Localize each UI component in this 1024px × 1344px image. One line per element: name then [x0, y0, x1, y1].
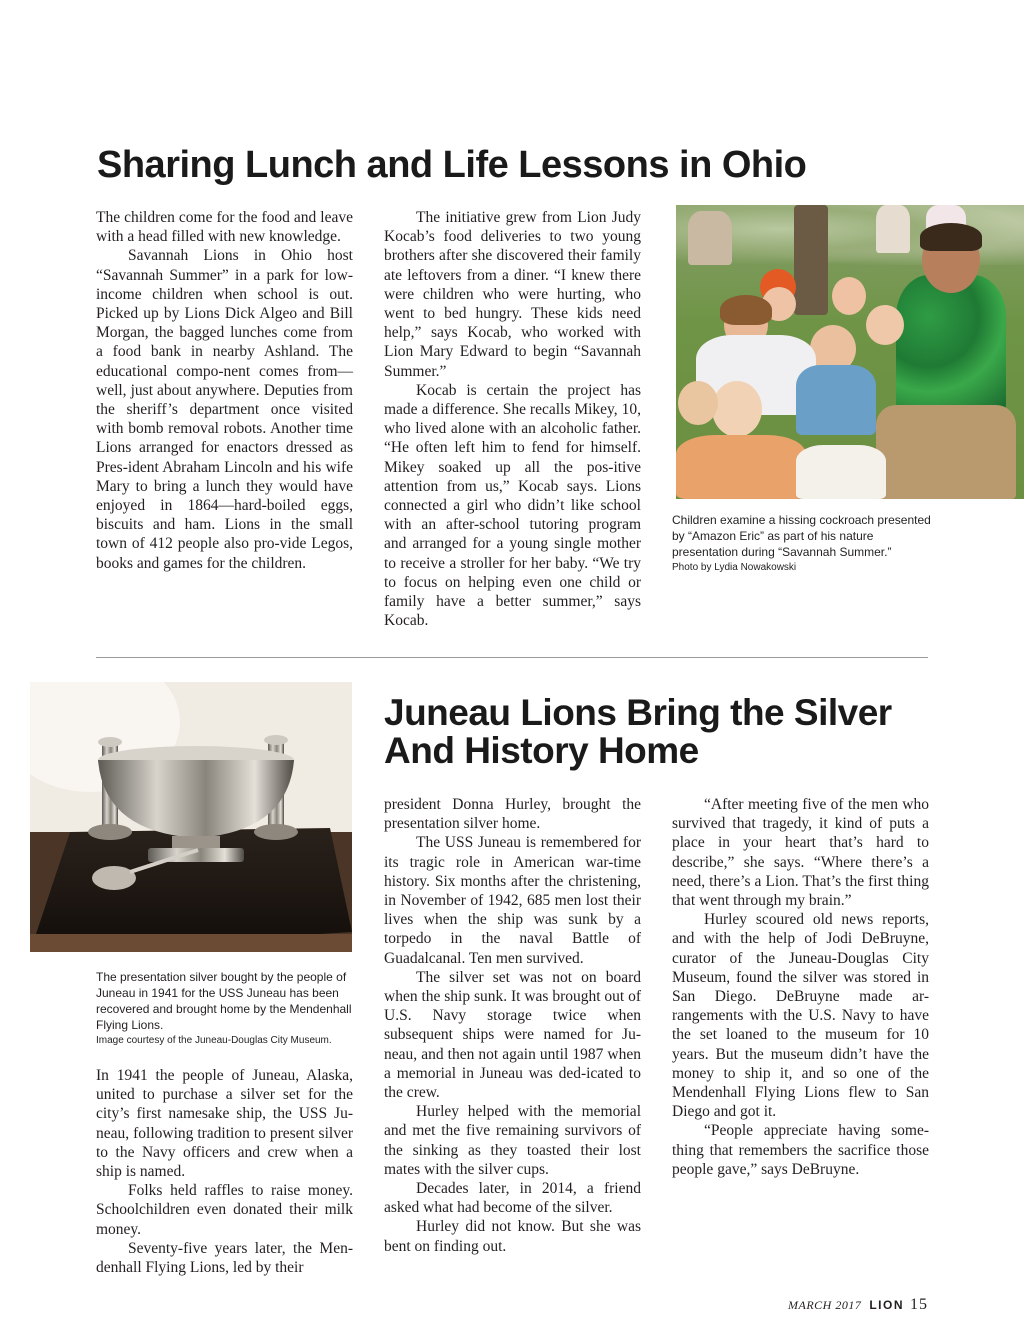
paragraph: president Donna Hurley, brought the presentation silver home.: [384, 796, 641, 833]
photo-credit: Image courtesy of the Juneau-Douglas City Museum.: [96, 1035, 332, 1046]
page-footer: [788, 1296, 928, 1314]
background-person: [876, 205, 910, 253]
paragraph: The initiative grew from Lion Judy Kocab’s food deliveries to two young brothers after she discovered their family ate leftovers from a diner. “I knew there were children who were hurting, who went to bed hungry. These kids need help,” says Kocab, who worked with Lion Mary Edward to begin “Savannah Summer.”: [384, 209, 641, 380]
children-cockroach-photo: [676, 205, 1024, 499]
child-face: [832, 277, 866, 315]
child-face: [866, 305, 904, 345]
paragraph: Hurley scoured old news reports, and with the help of Jodi DeBruyne, curator of the Juneau-Douglas City Museum, found the silver was stored in San Diego. DeBruyne made ar-rangements with the U.S. Navy to have the set loaned to the museum for 10 years. But the museum didn’t have the money to ship it, and so one of the Mendenhall Flying Lions flew to San Diego and got it.: [672, 911, 929, 1121]
article-2-column-2: [384, 795, 641, 1256]
paragraph: In 1941 the people of Juneau, Alaska, united to purchase a silver set for the city’s first namesake ship, the USS Ju-neau, following tradition to present silver to the Navy officers and crew when a ship is named.: [96, 1067, 353, 1181]
presenter-hair: [920, 223, 982, 251]
presenter-pants: [876, 405, 1016, 499]
paragraph: “After meeting five of the men who survived that tragedy, it kind of puts a place in your heart that’s hard to describe,” she says. “Where there’s a need, there’s a Lion. That’s the first thing that went through my brain.”: [672, 796, 929, 910]
paragraph: Hurley did not know. But she was bent on finding out.: [384, 1218, 641, 1255]
issue-date: MARCH 2017: [788, 1298, 862, 1312]
child-shirt: [796, 445, 886, 499]
child-shirt: [676, 435, 806, 499]
paragraph: “People appreciate having some-thing that remembers the sacrifice those people gave,” says DeBruyne.: [672, 1122, 929, 1178]
paragraph: Seventy-five years later, the Men-denhall Flying Lions, led by their: [96, 1239, 353, 1277]
page-number: 15: [910, 1296, 928, 1313]
child-face: [678, 381, 718, 425]
caption-text: The presentation silver bought by the people of Juneau in 1941 for the USS Juneau has been recovered and brought home by the Mendenhall Flying Lions.: [96, 970, 352, 1032]
child-face: [712, 381, 762, 437]
child-shirt: [796, 365, 876, 435]
caption-text: Children examine a hissing cockroach presented by “Amazon Eric” as part of his nature presentation during “Savannah Summer.”: [672, 513, 931, 559]
article-1-column-2: [384, 208, 641, 630]
paragraph: Savannah Lions in Ohio host “Savannah Summer” in a park for low-income children when school is out. Picked up by Lions Dick Algeo and Bill Morgan, the bagged lunches come from a food bank in nearby Ashland. The educational compo-nent comes from—well, just about anywhere. Deputies from the sheriff’s department once visited with bomb removal robots. Another time Lions arranged for enactors dressed as Pres-ident Abraham Lincoln and his wife Mary to bring a lunch they would have enjoyed in 1864—hard-boiled eggs, biscuits and ham. Lions in the small town of 412 people also pro-vide Legos, books and games for the children.: [96, 247, 353, 572]
child-hair: [720, 295, 772, 325]
paragraph: The USS Juneau is remembered for its tragic role in American war-time history. Six months after the christening, in November of 1942, 685 men lost their lives when the ship was sunk by a torpedo in the naval Battle of Guadalcanal. Ten men survived.: [384, 834, 641, 967]
paragraph: Folks held raffles to raise money. Schoolchildren even donated their milk money.: [96, 1182, 353, 1238]
section-divider: [96, 657, 928, 658]
article-2-headline: Juneau Lions Bring the Silver And History Home: [384, 692, 892, 771]
article-2-column-3: [672, 795, 929, 1179]
article-1-column-1: [96, 208, 353, 573]
tree-trunk: [794, 205, 828, 315]
article-1-headline: Sharing Lunch and Life Lessons in Ohio: [97, 144, 807, 186]
silver-bowl-photo: [30, 682, 352, 952]
silver-set-illustration: [30, 682, 352, 952]
photo-2-caption: [96, 969, 354, 1049]
photo-1-caption: [672, 512, 932, 576]
paragraph: Decades later, in 2014, a friend asked what had become of the silver.: [384, 1180, 641, 1217]
paragraph: The children come for the food and leave with a head filled with new knowledge.: [96, 209, 353, 246]
photo-credit: Photo by Lydia Nowakowski: [672, 562, 797, 573]
magazine-name: LION: [869, 1298, 904, 1312]
background-person: [688, 211, 732, 265]
paragraph: The silver set was not on board when the ship sunk. It was brought out of U.S. Navy storage twice when subsequent ships were named for Ju-neau, and then not again until 1987 when a memorial in Juneau was ded-icated to the crew.: [384, 968, 642, 1102]
paragraph: Hurley helped with the memorial and met the five remaining survivors of the sinking as they toasted their lost mates with the silver cups.: [384, 1103, 641, 1178]
paragraph: Kocab is certain the project has made a difference. She recalls Mikey, 10, who lived alone with an alcoholic father. “He often left him to fend for himself. Mikey soaked up all the pos-itive attention from us,” Kocab says. Lions connected a girl who didn’t like school with an after-school tutoring program and arranged for a young single mother to receive a stroller for her baby. “We try to focus on helping even one child or family have a better summer,” says Kocab.: [384, 381, 641, 630]
article-2-column-1: [96, 1066, 353, 1277]
presenter-shirt: [896, 275, 1006, 415]
